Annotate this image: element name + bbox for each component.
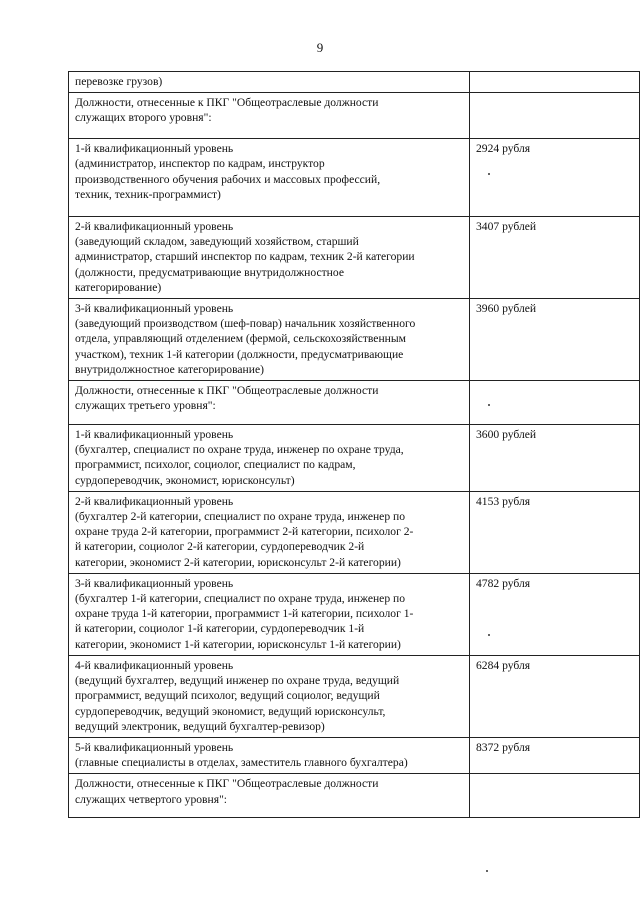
description-line: Должности, отнесенные к ПКГ "Общеотраслевые должности: [75, 384, 379, 398]
salary-amount: 3600 рублей: [470, 425, 640, 492]
salary-amount: 4782 рубля: [470, 573, 640, 655]
description-line: (бухгалтер 2-й категории, специалист по охране труда, инженер по: [75, 510, 406, 524]
salary-amount: [470, 381, 640, 425]
description-line: й категории, социолог 1-й категории, сурдопереводчик 1-й: [75, 622, 365, 636]
scan-speck: [488, 404, 490, 406]
description-line: 3-й квалификационный уровень: [75, 302, 234, 316]
description-line: администратор, старший инспектор по кадрам, техник 2-й категории: [75, 250, 415, 264]
description-line: 1-й квалификационный уровень: [75, 428, 234, 442]
scan-speck: [488, 634, 490, 636]
description-line: 3-й квалификационный уровень: [75, 576, 234, 590]
description-line: программист, психолог, социолог, специалист по кадрам,: [75, 458, 356, 472]
group-heading: [69, 93, 470, 139]
description-line: категории, экономист 1-й категории, юрисконсульт 1-й категории): [75, 637, 401, 651]
description-line: (ведущий бухгалтер, ведущий инженер по охране труда, ведущий: [75, 674, 400, 688]
description-line: (бухгалтер, специалист по охране труда, инженер по охране труда,: [75, 443, 404, 457]
description-line: охране труда 2-й категории, программист 2-й категории, психолог 2-: [75, 525, 414, 539]
scan-speck: [488, 173, 490, 175]
description-line: перевозке грузов): [75, 75, 163, 88]
position-description: [69, 491, 470, 573]
salary-amount: 2924 рубля: [470, 139, 640, 217]
table-row: [69, 774, 640, 818]
salary-amount: [470, 72, 640, 93]
position-description: [69, 299, 470, 381]
salary-table: [68, 71, 640, 818]
position-description: [69, 655, 470, 737]
salary-amount: 8372 рубля: [470, 737, 640, 773]
group-heading: [69, 774, 470, 818]
position-description: [69, 573, 470, 655]
description-line: й категории, социолог 2-й категории, сурдопереводчик 2-й: [75, 540, 365, 554]
table-row: [69, 299, 640, 381]
description-line: производственного обучения рабочих и массовых профессий,: [75, 172, 381, 186]
description-line: (заведующий производством (шеф-повар) начальник хозяйственного: [75, 317, 416, 331]
description-line: программист, ведущий психолог, ведущий социолог, ведущий: [75, 689, 380, 703]
salary-amount: 6284 рубля: [470, 655, 640, 737]
scan-speck: [486, 870, 488, 872]
table-row: [69, 72, 640, 93]
table-row: [69, 655, 640, 737]
description-line: (бухгалтер 1-й категории, специалист по охране труда, инженер по: [75, 592, 406, 606]
description-line: (главные специалисты в отделах, заместитель главного бухгалтера): [75, 756, 408, 770]
position-description: [69, 139, 470, 217]
description-line: категорирование): [75, 280, 162, 294]
position-description: [69, 737, 470, 773]
table-row: [69, 381, 640, 425]
description-line: охране труда 1-й категории, программист 1-й категории, психолог 1-: [75, 607, 414, 621]
description-line: служащих четвертого уровня":: [75, 792, 228, 806]
salary-amount: [470, 93, 640, 139]
table-row: [69, 425, 640, 492]
description-line: 2-й квалификационный уровень: [75, 220, 234, 234]
salary-amount: [470, 774, 640, 818]
table-row: [69, 217, 640, 299]
description-line: сурдопереводчик, экономист, юрисконсульт): [75, 473, 295, 487]
position-description: [69, 217, 470, 299]
table-row: [69, 93, 640, 139]
page-number: 9: [316, 40, 324, 55]
table-row: [69, 139, 640, 217]
table-row: [69, 491, 640, 573]
description-line: 4-й квалификационный уровень: [75, 658, 234, 672]
description-line: (должности, предусматривающие внутридолжностное: [75, 265, 344, 279]
description-line: (администратор, инспектор по кадрам, инструктор: [75, 157, 325, 171]
table-row: [69, 573, 640, 655]
description-line: служащих третьего уровня":: [75, 399, 216, 413]
description-line: (заведующий складом, заведующий хозяйством, старший: [75, 235, 359, 249]
table-row: [69, 737, 640, 773]
description-line: участком), техник 1-й категории (должности, предусматривающие: [75, 347, 404, 361]
description-line: ведущий электроник, ведущий бухгалтер-ревизор): [75, 719, 325, 733]
description-line: отдела, управляющий отделением (фермой, сельскохозяйственным: [75, 332, 406, 346]
position-description: [69, 72, 470, 93]
description-line: сурдопереводчик, ведущий экономист, ведущий юрисконсульт,: [75, 704, 386, 718]
description-line: 5-й квалификационный уровень: [75, 740, 234, 754]
description-line: внутридолжностное категорирование): [75, 362, 264, 376]
group-heading: [69, 381, 470, 425]
salary-amount: 3407 рублей: [470, 217, 640, 299]
description-line: категории, экономист 2-й категории, юрисконсульт 2-й категории): [75, 555, 401, 569]
salary-amount: 4153 рубля: [470, 491, 640, 573]
description-line: техник, техник-программист): [75, 187, 221, 201]
position-description: [69, 425, 470, 492]
salary-amount: 3960 рублей: [470, 299, 640, 381]
description-line: Должности, отнесенные к ПКГ "Общеотраслевые должности: [75, 96, 379, 110]
description-line: служащих второго уровня":: [75, 111, 212, 125]
description-line: 2-й квалификационный уровень: [75, 494, 234, 508]
description-line: 1-й квалификационный уровень: [75, 142, 234, 156]
description-line: Должности, отнесенные к ПКГ "Общеотраслевые должности: [75, 777, 379, 791]
